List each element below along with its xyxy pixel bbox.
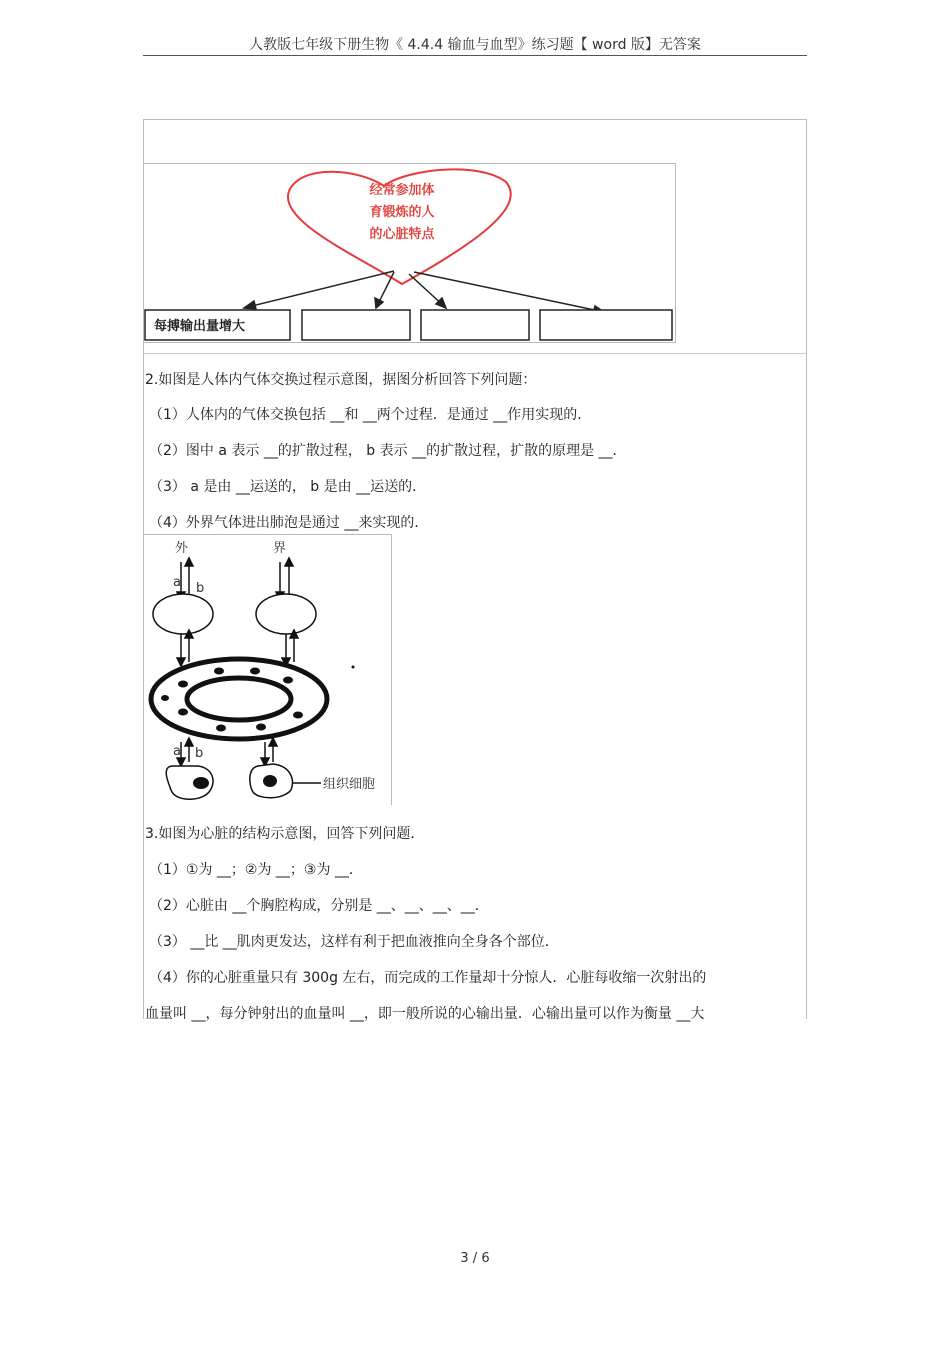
box-1-text: 每搏输出量增大	[154, 319, 246, 334]
q3-item-3: （3） __比 __肌肉更发达，这样有利于把血液推向全身各个部位．	[149, 934, 559, 950]
label-a-bottom: a	[173, 744, 181, 759]
label-outside-2: 界	[273, 541, 287, 556]
capillary-ring-outer	[151, 659, 327, 739]
heart-line-3: 的心脏特点	[369, 227, 435, 242]
gas-exchange-figure	[143, 534, 393, 804]
q3-item-4: （4）你的心脏重量只有 300g 左右，而完成的工作量却十分惊人．心脏每收缩一次射出的	[149, 970, 707, 986]
header-rule	[143, 55, 807, 56]
q3-item-1: （1）①为 __；②为 __；③为 __．	[149, 862, 363, 878]
table-divider	[143, 353, 807, 354]
alveolus-left	[153, 594, 213, 634]
heart-concept-figure	[143, 163, 676, 343]
capillary-ring-inner	[187, 678, 291, 720]
q2-title: 2.如图是人体内气体交换过程示意图，据图分析回答下列问题：	[145, 372, 537, 388]
page-number: 3 / 6	[460, 1251, 490, 1266]
nucleus-right	[263, 775, 277, 787]
alveolus-right	[256, 594, 316, 634]
arrowhead-1	[244, 301, 256, 309]
q3-item-4-cont: 血量叫 __，每分钟射出的血量叫 __，即一般所说的心输出量．心输出量可以作为衡量 __大	[145, 1006, 705, 1022]
q2-item-3: （3） a 是由 __运送的， b 是由 __运送的．	[149, 479, 427, 495]
label-outside-1: 外	[175, 541, 189, 556]
heart-diagram	[144, 164, 677, 344]
q2-item-1: （1）人体内的气体交换包括 __和 __两个过程．是通过 __作用实现的．	[149, 407, 592, 423]
table-border-right	[806, 119, 807, 1019]
label-tissue-cell: 组织细胞	[323, 777, 376, 792]
table-border-top	[143, 119, 807, 120]
label-b-top: b	[196, 581, 205, 596]
gas-exchange-diagram	[143, 534, 393, 804]
heart-line-1: 经常参加体	[369, 183, 435, 198]
box-2	[302, 310, 410, 340]
heart-line-2: 育锻炼的人	[369, 205, 435, 220]
q2-item-4: （4）外界气体进出肺泡是通过 __来实现的．	[149, 515, 429, 531]
arrowhead-2	[375, 298, 383, 308]
label-b-bottom: b	[195, 746, 204, 761]
nucleus-left	[193, 777, 209, 789]
q2-item-2: （2）图中 a 表示 __的扩散过程， b 表示 __的扩散过程，扩散的原理是 __．	[149, 443, 627, 459]
arrow-1	[244, 271, 394, 308]
box-3	[421, 310, 529, 340]
q3-title: 3.如图为心脏的结构示意图，回答下列问题．	[145, 826, 425, 842]
label-a-top: a	[173, 575, 181, 590]
box-4	[540, 310, 672, 340]
q3-item-2: （2）心脏由 __个胸腔构成，分别是 __、__、__、__．	[149, 898, 489, 914]
page-header-title: 人教版七年级下册生物《 4.4.4 输血与血型》练习题【 word 版】无答案	[249, 37, 701, 53]
